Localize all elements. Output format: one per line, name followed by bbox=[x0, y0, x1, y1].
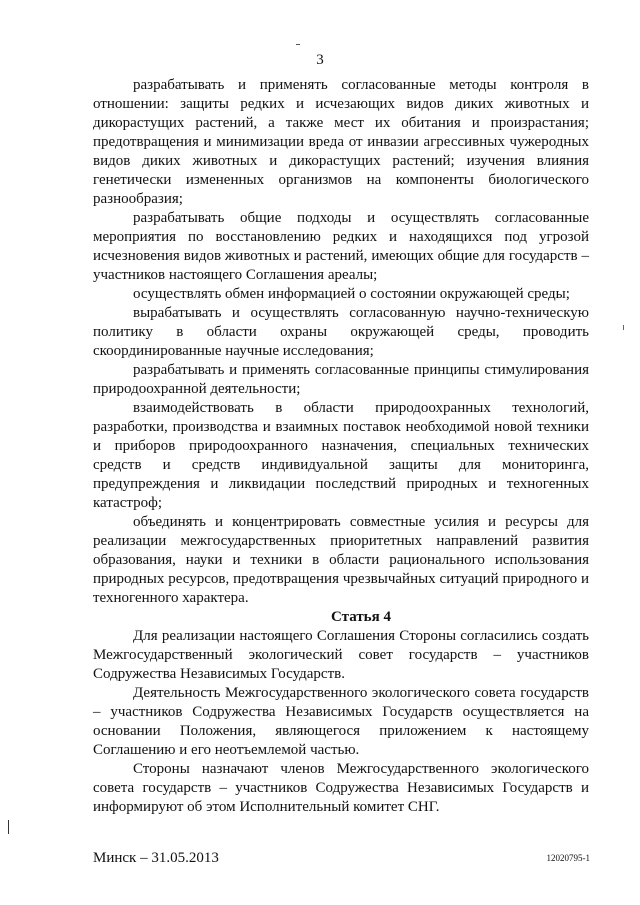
scan-mark bbox=[8, 820, 9, 834]
article-paragraph: Стороны назначают членов Межгосударственного экологического совета государств – участников Содружества Независимых Государств и информируют об этом Исполнительный комитет СНГ. bbox=[93, 761, 589, 815]
scan-mark bbox=[623, 325, 624, 330]
footer-place-date: Минск – 31.05.2013 bbox=[93, 850, 219, 866]
paragraph: осуществлять обмен информацией о состоянии окружающей среды; bbox=[133, 286, 570, 302]
paragraph: разрабатывать и применять согласованные принципы стимулирования природоохранной деятельности; bbox=[93, 362, 589, 397]
paragraph: взаимодействовать в области природоохранных технологий, разработки, производства и взаимных поставок необходимой новой техники и приборов природоохранного назначения, специальных технических средств и средств индивидуальной защиты для мониторинга, предупреждения и ликвидации последствий природных и техногенных катастроф; bbox=[93, 400, 589, 511]
document-body bbox=[93, 76, 589, 817]
article-title: Статья 4 bbox=[331, 609, 391, 625]
footer-doc-code: 12020795-1 bbox=[546, 853, 590, 863]
article-paragraph: Деятельность Межгосударственного экологического совета государств – участников Содружества Независимых Государств осуществляется на основании Положения, являющегося приложением к настоящему Соглашению и его неотъемлемой частью. bbox=[93, 685, 589, 758]
page-number: 3 bbox=[316, 52, 324, 68]
paragraph: разрабатывать общие подходы и осуществлять согласованные мероприятия по восстановлению редких и находящихся под угрозой исчезновения видов животных и растений, имеющих общие для государств – участников настоящего Соглашения ареалы; bbox=[93, 210, 589, 283]
paragraph: вырабатывать и осуществлять согласованную научно-техническую политику в области охраны окружающей среды, проводить скоординированные научные исследования; bbox=[93, 305, 589, 359]
paragraph: разрабатывать и применять согласованные методы контроля в отношении: защиты редких и исчезающих видов диких животных и дикорастущих растений, а также мест их обитания и произрастания; предотвращения и минимизации вреда от инвазии агрессивных чужеродных видов диких животных и дикорастущих растений; изучения влияния генетически измененных организмов на компоненты биологического разнообразия; bbox=[93, 77, 589, 207]
article-paragraph: Для реализации настоящего Соглашения Стороны согласились создать Межгосударственный экологический совет государств – участников Содружества Независимых Государств. bbox=[93, 628, 589, 682]
paragraph: объединять и концентрировать совместные усилия и ресурсы для реализации межгосударственных приоритетных направлений развития образования, науки и техники в области рационального использования природных ресурсов, предотвращения чрезвычайных ситуаций природного и техногенного характера. bbox=[93, 514, 589, 606]
scan-mark bbox=[296, 44, 300, 45]
